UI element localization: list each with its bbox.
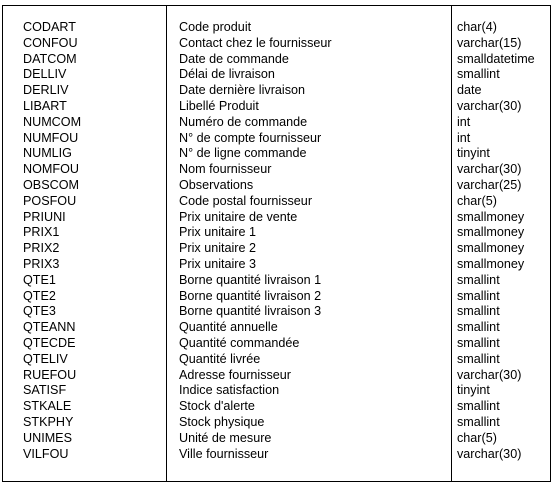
field-label-cell: Code produit <box>179 20 252 34</box>
data-dictionary-table <box>2 5 551 482</box>
field-type-cell: smallint <box>457 414 500 429</box>
table-row <box>3 20 550 36</box>
table-row <box>3 83 550 99</box>
table-row <box>3 210 550 226</box>
field-code-cell: NOMFOU <box>23 162 79 177</box>
field-code-cell: NUMCOM <box>23 114 82 129</box>
field-type-cell: tinyint <box>457 383 490 398</box>
table-row <box>3 178 550 194</box>
table-row <box>3 194 550 210</box>
table-row <box>3 52 550 68</box>
field-label-cell: Adresse fournisseur <box>179 367 291 382</box>
field-code-cell: DERLIV <box>23 83 69 98</box>
field-type-cell: smallmoney <box>457 256 525 271</box>
field-type-cell: smallint <box>457 272 500 287</box>
table-row <box>3 289 550 305</box>
field-type-cell: varchar(30) <box>457 98 522 113</box>
field-type-cell: smallint <box>457 320 500 335</box>
field-code-cell: RUEFOU <box>23 367 77 382</box>
field-type-cell: varchar(30) <box>457 162 522 177</box>
field-code-cell: UNIMES <box>23 430 72 445</box>
field-label-cell: Nom fournisseur <box>179 162 272 177</box>
table-row <box>3 115 550 131</box>
field-label-cell: Borne quantité livraison 1 <box>179 272 322 287</box>
field-type-cell: smallint <box>457 288 500 303</box>
field-code-cell: PRIUNI <box>23 209 66 224</box>
field-type-cell: int <box>457 130 471 145</box>
field-code-cell: LIBART <box>23 98 67 113</box>
field-type-cell: smallint <box>457 351 500 366</box>
field-label-cell: Prix unitaire 2 <box>179 241 256 256</box>
table-row <box>3 304 550 320</box>
table-row <box>3 131 550 147</box>
field-label-cell: N° de compte fournisseur <box>179 130 322 145</box>
table-body <box>3 20 550 462</box>
table-row <box>3 383 550 399</box>
field-type-cell: varchar(30) <box>457 446 522 461</box>
field-code-cell: VILFOU <box>23 446 69 461</box>
field-code-cell: POSFOU <box>23 193 77 208</box>
table-row <box>3 415 550 431</box>
field-label-cell: Unité de mesure <box>179 430 272 445</box>
field-type-cell: date <box>457 83 482 98</box>
field-label-cell: Observations <box>179 177 254 192</box>
field-type-cell: tinyint <box>457 146 490 161</box>
field-label-cell: Ville fournisseur <box>179 446 269 461</box>
field-label-cell: Quantité annuelle <box>179 320 278 335</box>
field-label-cell: Stock d'alerte <box>179 399 255 414</box>
field-code-cell: NUMLIG <box>23 146 72 161</box>
field-label-cell: Indice satisfaction <box>179 383 280 398</box>
table-row <box>3 352 550 368</box>
table-row <box>3 162 550 178</box>
field-code-cell: QTE2 <box>23 288 56 303</box>
field-type-cell: int <box>457 114 471 129</box>
table-row <box>3 399 550 415</box>
field-type-cell: smallint <box>457 335 500 350</box>
field-type-cell: smallmoney <box>457 241 525 256</box>
field-code-cell: QTECDE <box>23 335 76 350</box>
field-code-cell: OBSCOM <box>23 177 79 192</box>
field-code-cell: CONFOU <box>23 35 78 50</box>
field-code-cell: NUMFOU <box>23 130 79 145</box>
field-code-cell: QTE3 <box>23 304 56 319</box>
table-row <box>3 273 550 289</box>
field-label-cell: Numéro de commande <box>179 114 308 129</box>
field-type-cell: char(5) <box>457 193 497 208</box>
field-type-cell: smalldatetime <box>457 51 535 66</box>
field-label-cell: Prix unitaire 3 <box>179 256 256 271</box>
field-code-cell: DELLIV <box>23 67 67 82</box>
table-row <box>3 241 550 257</box>
table-row <box>3 36 550 52</box>
field-code-cell: STKPHY <box>23 414 74 429</box>
field-type-cell: smallint <box>457 399 500 414</box>
field-label-cell: Stock physique <box>179 414 265 429</box>
field-label-cell: Quantité commandée <box>179 335 300 350</box>
table-row <box>3 225 550 241</box>
field-code-cell: STKALE <box>23 399 72 414</box>
field-label-cell: Délai de livraison <box>179 67 275 82</box>
field-type-cell: varchar(25) <box>457 177 522 192</box>
field-code-cell: CODART <box>23 20 76 34</box>
field-code-cell: PRIX3 <box>23 256 60 271</box>
table-row <box>3 257 550 273</box>
field-label-cell: Date de commande <box>179 51 289 66</box>
field-type-cell: smallint <box>457 67 500 82</box>
field-label-cell: N° de ligne commande <box>179 146 307 161</box>
field-code-cell: PRIX1 <box>23 225 60 240</box>
field-type-cell: smallmoney <box>457 209 525 224</box>
field-code-cell: DATCOM <box>23 51 77 66</box>
table-row <box>3 320 550 336</box>
table-row <box>3 447 550 463</box>
field-type-cell: varchar(30) <box>457 367 522 382</box>
table-row <box>3 431 550 447</box>
table-row <box>3 99 550 115</box>
table-row <box>3 146 550 162</box>
field-label-cell: Contact chez le fournisseur <box>179 35 332 50</box>
field-label-cell: Prix unitaire 1 <box>179 225 256 240</box>
table-row <box>3 67 550 83</box>
field-code-cell: QTE1 <box>23 272 56 287</box>
field-code-cell: QTELIV <box>23 351 68 366</box>
field-type-cell: char(4) <box>457 20 497 34</box>
table-row <box>3 368 550 384</box>
field-label-cell: Code postal fournisseur <box>179 193 313 208</box>
field-type-cell: varchar(15) <box>457 35 522 50</box>
field-label-cell: Date dernière livraison <box>179 83 305 98</box>
table-row <box>3 336 550 352</box>
field-type-cell: smallint <box>457 304 500 319</box>
field-code-cell: PRIX2 <box>23 241 60 256</box>
field-label-cell: Prix unitaire de vente <box>179 209 298 224</box>
field-type-cell: char(5) <box>457 430 497 445</box>
field-code-cell: QTEANN <box>23 320 76 335</box>
field-label-cell: Libellé Produit <box>179 98 259 113</box>
field-code-cell: SATISF <box>23 383 67 398</box>
field-label-cell: Borne quantité livraison 3 <box>179 304 322 319</box>
field-label-cell: Quantité livrée <box>179 351 261 366</box>
field-type-cell: smallmoney <box>457 225 525 240</box>
field-label-cell: Borne quantité livraison 2 <box>179 288 322 303</box>
